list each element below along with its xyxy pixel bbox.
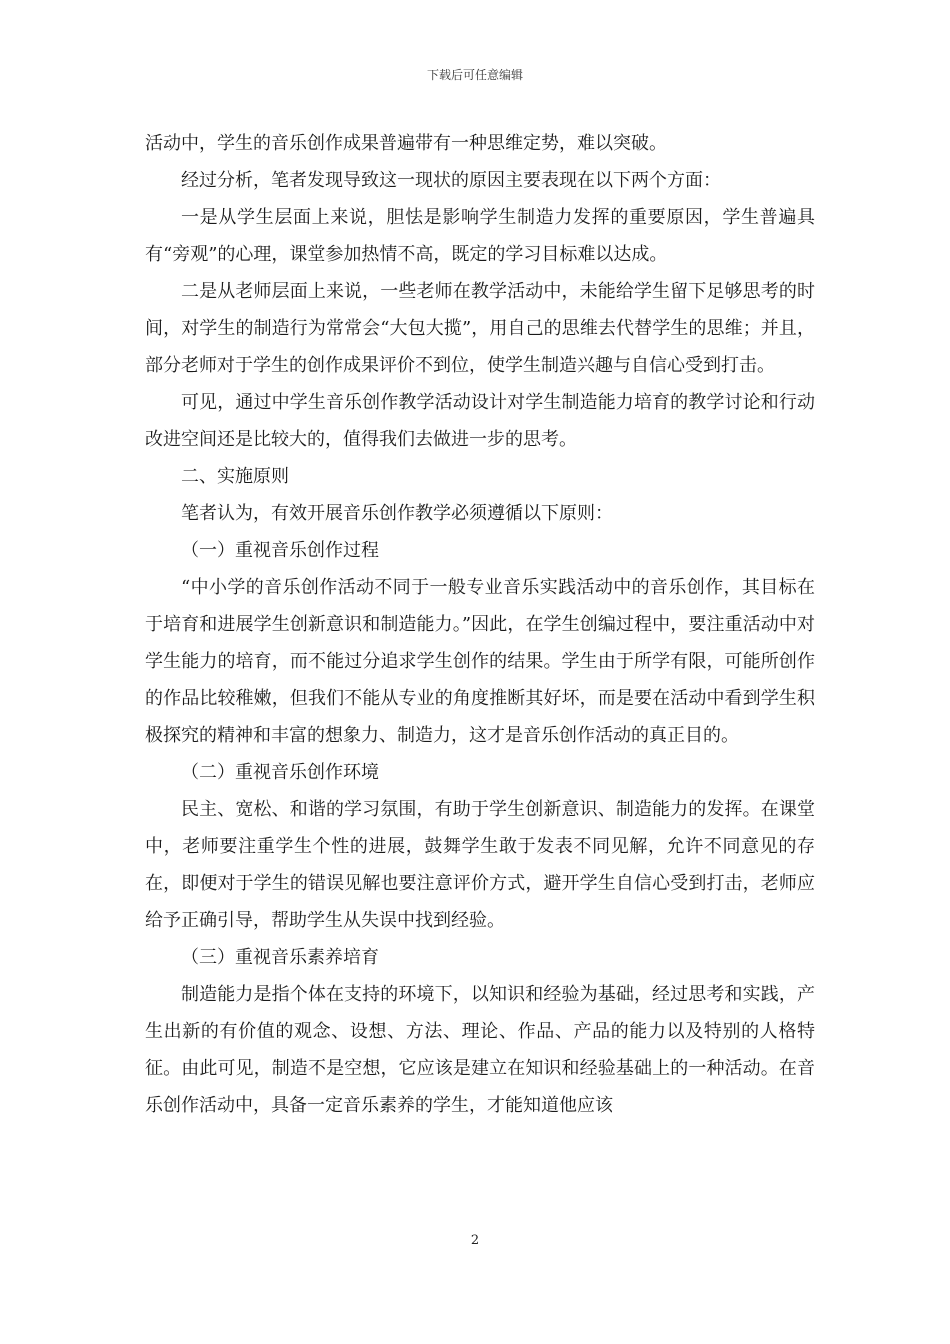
paragraph-principles-intro: 笔者认为，有效开展音乐创作教学必须遵循以下原则： <box>181 503 613 524</box>
paragraph-literacy: 制造能力是指个体在支持的环境下，以知识和经验为基础，经过思考和实践，产生出新的有价值的观念、设想、方法、理论、作品、产品的能力以及特别的人格特征。由此可见，制造不是空想，它应该是建立在知识和经验基础上的一种活动。在音乐创作活动中，具备一定音乐素养的学生，才能知道他应该 <box>145 984 815 1116</box>
paragraph-environment: 民主、宽松、和谐的学习氛围，有助于学生创新意识、制造能力的发挥。在课堂中，老师要注重学生个性的进展，鼓舞学生敢于发表不同见解，允许不同意见的存在，即便对于学生的错误见解也要注意评价方式，避开学生自信心受到打击，老师应给予正确引导，帮助学生从失误中找到经验。 <box>145 799 815 931</box>
paragraph-analysis-intro: 经过分析，笔者发现导致这一现状的原因主要表现在以下两个方面： <box>181 170 721 191</box>
paragraph-teacher-reason: 二是从老师层面上来说，一些老师在教学活动中，未能给学生留下足够思考的时间，对学生的制造行为常常会“大包大揽”，用自己的思维去代替学生的思维；并且，部分老师对于学生的创作成果评价不到位，使学生制造兴趣与自信心受到打击。 <box>145 281 815 376</box>
paragraph-student-reason: 一是从学生层面上来说，胆怯是影响学生制造力发挥的重要原因，学生普遍具有“旁观”的心理，课堂参加热情不高，既定的学习目标难以达成。 <box>145 207 815 265</box>
paragraph-process: “中小学的音乐创作活动不同于一般专业音乐实践活动中的音乐创作，其目标在于培育和进展学生创新意识和制造能力。”因此，在学生创编过程中，要注重活动中对学生能力的培育，而不能过分追求学生创作的结果。学生由于所学有限，可能所创作的作品比较稚嫩，但我们不能从专业的角度推断其好坏，而是要在活动中看到学生积极探究的精神和丰富的想象力、制造力，这才是音乐创作活动的真正目的。 <box>145 577 815 746</box>
subheading-process: （一）重视音乐创作过程 <box>181 540 379 561</box>
paragraph-continuation: 活动中，学生的音乐创作成果普遍带有一种思维定势，难以突破。 <box>145 133 667 154</box>
paragraph-conclusion: 可见，通过中学生音乐创作教学活动设计对学生制造能力培育的教学讨论和行动改进空间还是比较大的，值得我们去做进一步的思考。 <box>145 392 815 450</box>
page-number: 2 <box>470 1233 480 1248</box>
subheading-literacy: （三）重视音乐素养培育 <box>181 947 379 968</box>
page-header-note: 下载后可任意编辑 <box>426 68 523 82</box>
subheading-environment: （二）重视音乐创作环境 <box>181 762 379 783</box>
document-body <box>145 125 815 1124</box>
section-heading-principles: 二、实施原则 <box>181 466 289 487</box>
